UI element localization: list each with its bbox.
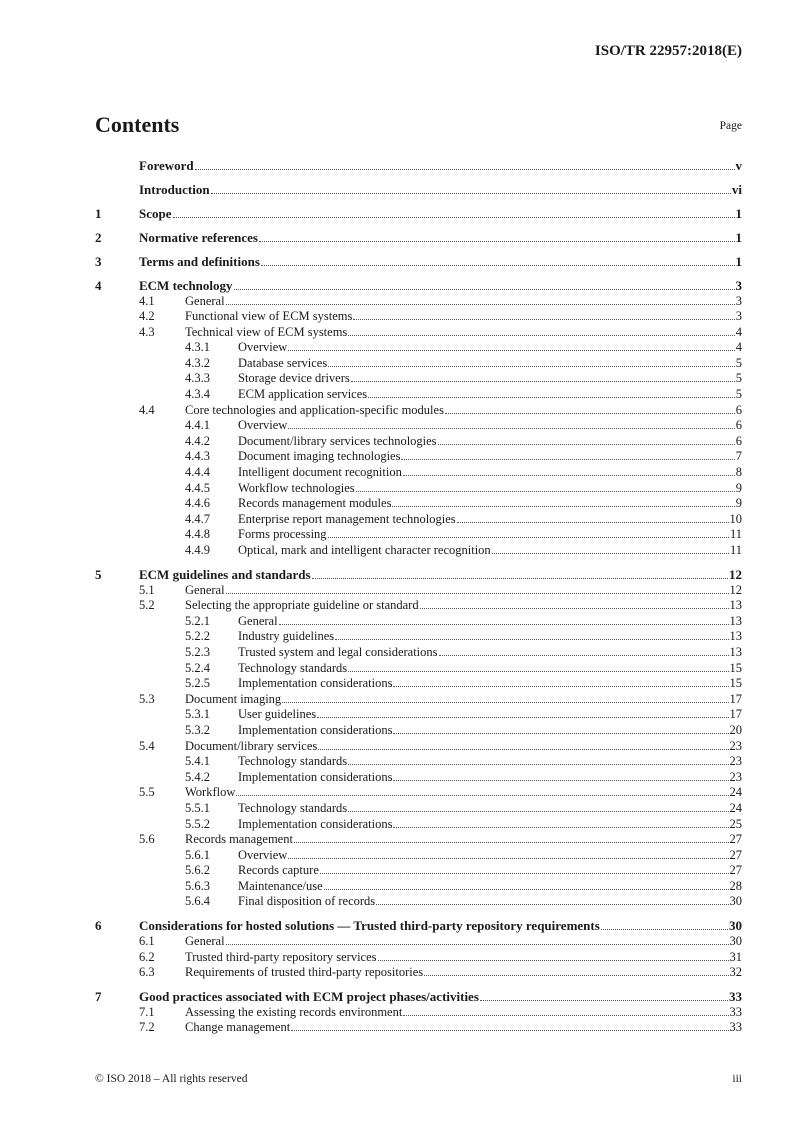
dot-leader — [312, 578, 728, 579]
toc-entry-page: 30 — [729, 918, 742, 934]
toc-entry-page: 17 — [729, 691, 742, 706]
toc-entry-page: 33 — [729, 1004, 742, 1019]
toc-entry-number: 4.4.7 — [185, 511, 210, 526]
dot-leader — [320, 873, 729, 874]
toc-entry[interactable] — [95, 449, 742, 465]
toc-entry-number: 5.2.5 — [185, 676, 210, 691]
toc-entry[interactable] — [95, 598, 742, 614]
toc-entry-page: 11 — [729, 543, 742, 558]
toc-entry-page: 13 — [729, 613, 742, 628]
dot-leader — [480, 1000, 728, 1001]
toc-entry[interactable] — [95, 325, 742, 341]
toc-entry-title: Requirements of trusted third-party repositories — [185, 965, 424, 980]
dot-leader — [351, 381, 735, 382]
toc-entry-page: 27 — [729, 832, 742, 847]
toc-entry-number: 5.1 — [139, 582, 155, 597]
dot-leader — [348, 811, 728, 812]
toc-entry[interactable] — [95, 950, 742, 966]
toc-entry-page: 32 — [729, 965, 742, 980]
toc-entry-number: 3 — [95, 253, 102, 269]
toc-entry-title: Considerations for hosted solutions — Trusted third-party repository requirements — [139, 918, 600, 934]
dot-leader — [353, 319, 734, 320]
toc-entry-title: Core technologies and application-specific modules — [185, 402, 444, 417]
toc-entry-page: 23 — [729, 738, 742, 753]
toc-entry-title: General — [238, 613, 278, 628]
toc-entry-page: vi — [731, 181, 742, 197]
dot-leader — [403, 1015, 728, 1016]
toc-entry-number: 5.2.3 — [185, 644, 210, 659]
toc-entry[interactable] — [95, 418, 742, 434]
toc-entry-page: 20 — [729, 722, 742, 737]
toc-entry-page: 23 — [729, 769, 742, 784]
toc-entry-page: 24 — [729, 785, 742, 800]
toc-entry-title: Storage device drivers — [238, 371, 350, 386]
toc-entry-number: 4.4.4 — [185, 465, 210, 480]
toc-entry-page: 6 — [735, 433, 742, 448]
toc-entry-title: Forms processing — [238, 527, 327, 542]
toc-entry-page: 27 — [729, 847, 742, 862]
dot-leader — [294, 842, 729, 843]
toc-entry-page: 33 — [729, 989, 742, 1005]
toc-entry-number: 7.2 — [139, 1020, 155, 1035]
toc-entry-page: 9 — [735, 496, 742, 511]
toc-entry-number: 5.6 — [139, 832, 155, 847]
toc-entry-title: Final disposition of records — [238, 894, 376, 909]
toc-entry-page: 15 — [729, 660, 742, 675]
dot-leader — [318, 749, 728, 750]
toc-entry-number: 4.4.5 — [185, 480, 210, 495]
dot-leader — [328, 366, 735, 367]
toc-entry-number: 7.1 — [139, 1004, 155, 1019]
toc-entry-number: 5.2.4 — [185, 660, 210, 675]
toc-entry-number: 4.4.3 — [185, 449, 210, 464]
toc-entry-number: 5.3.2 — [185, 722, 210, 737]
toc-entry-page: 31 — [729, 949, 742, 964]
toc-entry-title: Technology standards — [238, 800, 348, 815]
toc-entry[interactable] — [95, 661, 742, 677]
page-footer — [95, 1073, 742, 1085]
dot-leader — [393, 686, 728, 687]
toc-entry-number: 6 — [95, 918, 102, 934]
dot-leader — [291, 1030, 728, 1031]
dot-leader — [376, 904, 728, 905]
toc-entry-page: 3 — [735, 309, 742, 324]
dot-leader — [601, 929, 728, 930]
toc-entry-number: 6.2 — [139, 949, 155, 964]
toc-entry-title: Records management modules — [238, 496, 392, 511]
toc-entry-page: 5 — [735, 371, 742, 386]
toc-entry-title: Document imaging — [185, 691, 282, 706]
toc-entry-page: 5 — [735, 387, 742, 402]
toc-entry-page: 30 — [729, 894, 742, 909]
toc-entry[interactable] — [95, 848, 742, 864]
dot-leader — [195, 169, 735, 170]
toc-entry-number: 5.2 — [139, 598, 155, 613]
toc-entry-title: Enterprise report management technologies — [238, 511, 456, 526]
toc-entry[interactable] — [95, 567, 742, 583]
toc-entry[interactable] — [95, 583, 742, 599]
dot-leader — [173, 217, 735, 218]
toc-entry-title: Trusted system and legal considerations — [238, 644, 438, 659]
toc-entry[interactable] — [95, 512, 742, 528]
toc-entry-page: 33 — [729, 1020, 742, 1035]
toc-entry-page: 9 — [735, 480, 742, 495]
toc-entry-number: 5.2.1 — [185, 613, 210, 628]
dot-leader — [234, 289, 735, 290]
dot-leader — [226, 304, 735, 305]
toc-entry-page: 4 — [735, 324, 742, 339]
toc-entry-title: ECM guidelines and standards — [139, 567, 311, 582]
dot-leader — [226, 944, 729, 945]
dot-leader — [445, 413, 735, 414]
toc-entry-page: 5 — [735, 355, 742, 370]
copyright: © ISO 2018 – All rights reserved — [95, 1073, 248, 1085]
toc-entry-title: Selecting the appropriate guideline or standard — [185, 598, 419, 613]
toc-entry-number: 4.1 — [139, 293, 155, 308]
dot-leader — [226, 593, 729, 594]
toc-entry-page: 6 — [735, 402, 742, 417]
toc-entry-title: Technical view of ECM systems — [185, 324, 348, 339]
toc-entry[interactable] — [95, 817, 742, 833]
toc-entry-title: Assessing the existing records environment — [185, 1004, 403, 1019]
toc-entry-number: 6.3 — [139, 965, 155, 980]
toc-entry[interactable] — [95, 158, 742, 174]
toc-entry[interactable] — [95, 754, 742, 770]
dot-leader — [403, 475, 735, 476]
dot-leader — [328, 537, 729, 538]
toc-entry-page: 17 — [729, 707, 742, 722]
toc-entry-title: General — [185, 293, 225, 308]
dot-leader — [378, 960, 729, 961]
toc-entry[interactable] — [95, 294, 742, 310]
toc-entry[interactable] — [95, 965, 742, 981]
dot-leader — [401, 459, 734, 460]
toc-entry-title: ECM application services — [238, 387, 368, 402]
toc-entry-title: Maintenance/use — [238, 878, 323, 893]
toc-entry[interactable] — [95, 543, 742, 559]
toc-entry[interactable] — [95, 676, 742, 692]
toc-entry-number: 4.3 — [139, 324, 155, 339]
toc-entry-title: Records management — [185, 832, 293, 847]
toc-entry-number: 2 — [95, 229, 102, 245]
dot-leader — [356, 491, 735, 492]
toc-entry[interactable] — [95, 723, 742, 739]
toc-entry-title: Workflow — [185, 785, 236, 800]
toc-entry-number: 4.3.2 — [185, 355, 210, 370]
toc-entry-title: General — [185, 582, 225, 597]
toc-entry-title: Optical, mark and intelligent character recognition — [238, 543, 491, 558]
toc-entry-title: Technology standards — [238, 660, 348, 675]
toc-entry-title: Document imaging technologies — [238, 449, 401, 464]
dot-leader — [492, 553, 729, 554]
toc-entry-title: Introduction — [139, 181, 210, 197]
toc-entry-number: 5.6.3 — [185, 878, 210, 893]
dot-leader — [439, 655, 729, 656]
toc-entry-page: 12 — [729, 567, 742, 582]
toc-entry-title: Records capture — [238, 863, 319, 878]
toc-entry-title: Foreword — [139, 158, 194, 173]
toc-entry-number: 5.6.2 — [185, 863, 210, 878]
toc-entry[interactable] — [95, 879, 742, 895]
toc-entry-number: 4.4.9 — [185, 543, 210, 558]
toc-entry-title: ECM technology — [139, 277, 233, 293]
toc-entry[interactable] — [95, 527, 742, 543]
toc-entry-title: Document/library services — [185, 738, 318, 753]
dot-leader — [279, 624, 729, 625]
toc-entry-page: v — [735, 158, 742, 173]
dot-leader — [392, 506, 734, 507]
dot-leader — [393, 827, 728, 828]
toc-entry[interactable] — [95, 1005, 742, 1021]
toc-entry-page: 3 — [735, 293, 742, 308]
toc-entry-number: 5.4 — [139, 738, 155, 753]
toc-entry[interactable] — [95, 481, 742, 497]
dot-leader — [288, 858, 728, 859]
toc-entry[interactable] — [95, 387, 742, 403]
dot-leader — [335, 639, 728, 640]
toc-entry[interactable] — [95, 182, 742, 198]
toc-entry[interactable] — [95, 206, 742, 222]
toc-entry[interactable] — [95, 1020, 742, 1036]
toc-entry[interactable] — [95, 801, 742, 817]
dot-leader — [317, 717, 728, 718]
toc-entry-page: 30 — [729, 934, 742, 949]
toc-entry-title: Overview — [238, 340, 288, 355]
toc-entry[interactable] — [95, 863, 742, 879]
toc-entry-title: Overview — [238, 418, 288, 433]
toc-entry-number: 4.4.8 — [185, 527, 210, 542]
toc-entry-page: 23 — [729, 754, 742, 769]
toc-entry-title: Terms and definitions — [139, 253, 260, 269]
toc-entry[interactable] — [95, 989, 742, 1005]
toc-entry-number: 5.4.1 — [185, 754, 210, 769]
toc-entry-number: 5.6.4 — [185, 894, 210, 909]
toc-entry-title: Implementation considerations — [238, 816, 393, 831]
toc-entry-title: Trusted third-party repository services — [185, 949, 377, 964]
toc-entry[interactable] — [95, 692, 742, 708]
toc-entry[interactable] — [95, 230, 742, 246]
dot-leader — [324, 889, 729, 890]
dot-leader — [259, 241, 735, 242]
dot-leader — [424, 975, 728, 976]
toc-entry-title: Good practices associated with ECM project phases/activities — [139, 989, 479, 1005]
dot-leader — [438, 444, 735, 445]
toc-entry-number: 7 — [95, 989, 102, 1005]
toc-entry[interactable] — [95, 403, 742, 419]
toc-entry-number: 4.3.1 — [185, 340, 210, 355]
toc-entry-number: 6.1 — [139, 934, 155, 949]
toc-entry-title: Implementation considerations — [238, 769, 393, 784]
toc-entry-page: 3 — [735, 277, 742, 293]
toc-entry[interactable] — [95, 309, 742, 325]
toc-entry[interactable] — [95, 356, 742, 372]
toc-entry-page: 13 — [729, 598, 742, 613]
toc-entry-title: Scope — [139, 205, 172, 221]
toc-entry-number: 5.6.1 — [185, 847, 210, 862]
dot-leader — [393, 780, 728, 781]
toc-entry-title: Workflow technologies — [238, 480, 355, 495]
toc-entry-title: Implementation considerations — [238, 722, 393, 737]
toc-entry-page: 8 — [735, 465, 742, 480]
toc-entry[interactable] — [95, 739, 742, 755]
toc-entry-page: 1 — [735, 253, 742, 269]
dot-leader — [211, 193, 731, 194]
toc-entry-page: 15 — [729, 676, 742, 691]
toc-entry[interactable] — [95, 629, 742, 645]
toc-entry[interactable] — [95, 934, 742, 950]
dot-leader — [348, 335, 734, 336]
toc-entry[interactable] — [95, 434, 742, 450]
toc-entry-number: 5.4.2 — [185, 769, 210, 784]
toc-entry-page: 10 — [729, 511, 742, 526]
toc-entry-page: 1 — [735, 229, 742, 245]
dot-leader — [288, 350, 734, 351]
toc-entry-title: Overview — [238, 847, 288, 862]
toc-entry-page: 4 — [735, 340, 742, 355]
toc-entry[interactable] — [95, 465, 742, 481]
toc-entry-number: 5.5.1 — [185, 800, 210, 815]
toc-entry-number: 1 — [95, 205, 102, 221]
toc-entry-title: Functional view of ECM systems — [185, 309, 353, 324]
toc-entry[interactable] — [95, 770, 742, 786]
toc-entry-title: Intelligent document recognition — [238, 465, 402, 480]
toc-entry-page: 1 — [735, 205, 742, 221]
toc-entry-number: 5.5.2 — [185, 816, 210, 831]
toc-entry-page: 13 — [729, 644, 742, 659]
page-title: Contents — [95, 112, 180, 137]
toc-entry-page: 27 — [729, 863, 742, 878]
toc-entry[interactable] — [95, 278, 742, 294]
toc-entry-number: 4.4.1 — [185, 418, 210, 433]
toc-entry-page: 13 — [729, 629, 742, 644]
toc-entry-number: 5.3 — [139, 691, 155, 706]
toc-entry-number: 4.3.4 — [185, 387, 210, 402]
toc-entry-title: User guidelines — [238, 707, 317, 722]
toc-entry-title: Change management — [185, 1020, 291, 1035]
document-header: ISO/TR 22957:2018(E) — [594, 43, 742, 59]
page-column-label: Page — [719, 120, 742, 132]
toc-entry-number: 4.4.2 — [185, 433, 210, 448]
toc-entry-number: 4.2 — [139, 309, 155, 324]
toc-entry-page: 28 — [729, 878, 742, 893]
dot-leader — [457, 522, 729, 523]
toc-entry-number: 4.3.3 — [185, 371, 210, 386]
toc-entry-title: Document/library services technologies — [238, 433, 437, 448]
toc-entry-number: 5.2.2 — [185, 629, 210, 644]
dot-leader — [348, 764, 728, 765]
toc-entry-number: 4.4.6 — [185, 496, 210, 511]
dot-leader — [393, 733, 728, 734]
toc-entry-page: 7 — [735, 449, 742, 464]
toc-entry-title: Industry guidelines — [238, 629, 335, 644]
toc-entry[interactable] — [95, 254, 742, 270]
toc-entry-page: 25 — [729, 816, 742, 831]
toc-entry-page: 24 — [729, 800, 742, 815]
toc-entry[interactable] — [95, 340, 742, 356]
toc-entry-number: 5.3.1 — [185, 707, 210, 722]
dot-leader — [288, 428, 734, 429]
dot-leader — [348, 671, 728, 672]
toc-entry[interactable] — [95, 496, 742, 512]
toc-entry[interactable] — [95, 918, 742, 934]
toc-entry[interactable] — [95, 371, 742, 387]
dot-leader — [282, 702, 728, 703]
toc-entry[interactable] — [95, 645, 742, 661]
dot-leader — [368, 397, 735, 398]
toc-entry[interactable] — [95, 832, 742, 848]
toc-entry-title: Implementation considerations — [238, 676, 393, 691]
toc-entry-number: 5 — [95, 567, 102, 582]
dot-leader — [261, 265, 735, 266]
toc-entry-number: 5.5 — [139, 785, 155, 800]
toc-entry-title: Technology standards — [238, 754, 348, 769]
toc-entry[interactable] — [95, 707, 742, 723]
table-of-contents — [95, 158, 742, 1036]
toc-entry[interactable] — [95, 785, 742, 801]
toc-entry-number: 4.4 — [139, 402, 155, 417]
page-number: iii — [732, 1073, 742, 1085]
toc-entry-page: 6 — [735, 418, 742, 433]
toc-entry-page: 12 — [729, 582, 742, 597]
toc-entry[interactable] — [95, 894, 742, 910]
toc-entry-title: General — [185, 934, 225, 949]
toc-entry-title: Database services — [238, 355, 328, 370]
toc-entry-number: 4 — [95, 277, 102, 293]
dot-leader — [420, 608, 729, 609]
toc-entry-page: 11 — [729, 527, 742, 542]
toc-entry[interactable] — [95, 614, 742, 630]
toc-entry-title: Normative references — [139, 229, 258, 245]
dot-leader — [236, 795, 728, 796]
